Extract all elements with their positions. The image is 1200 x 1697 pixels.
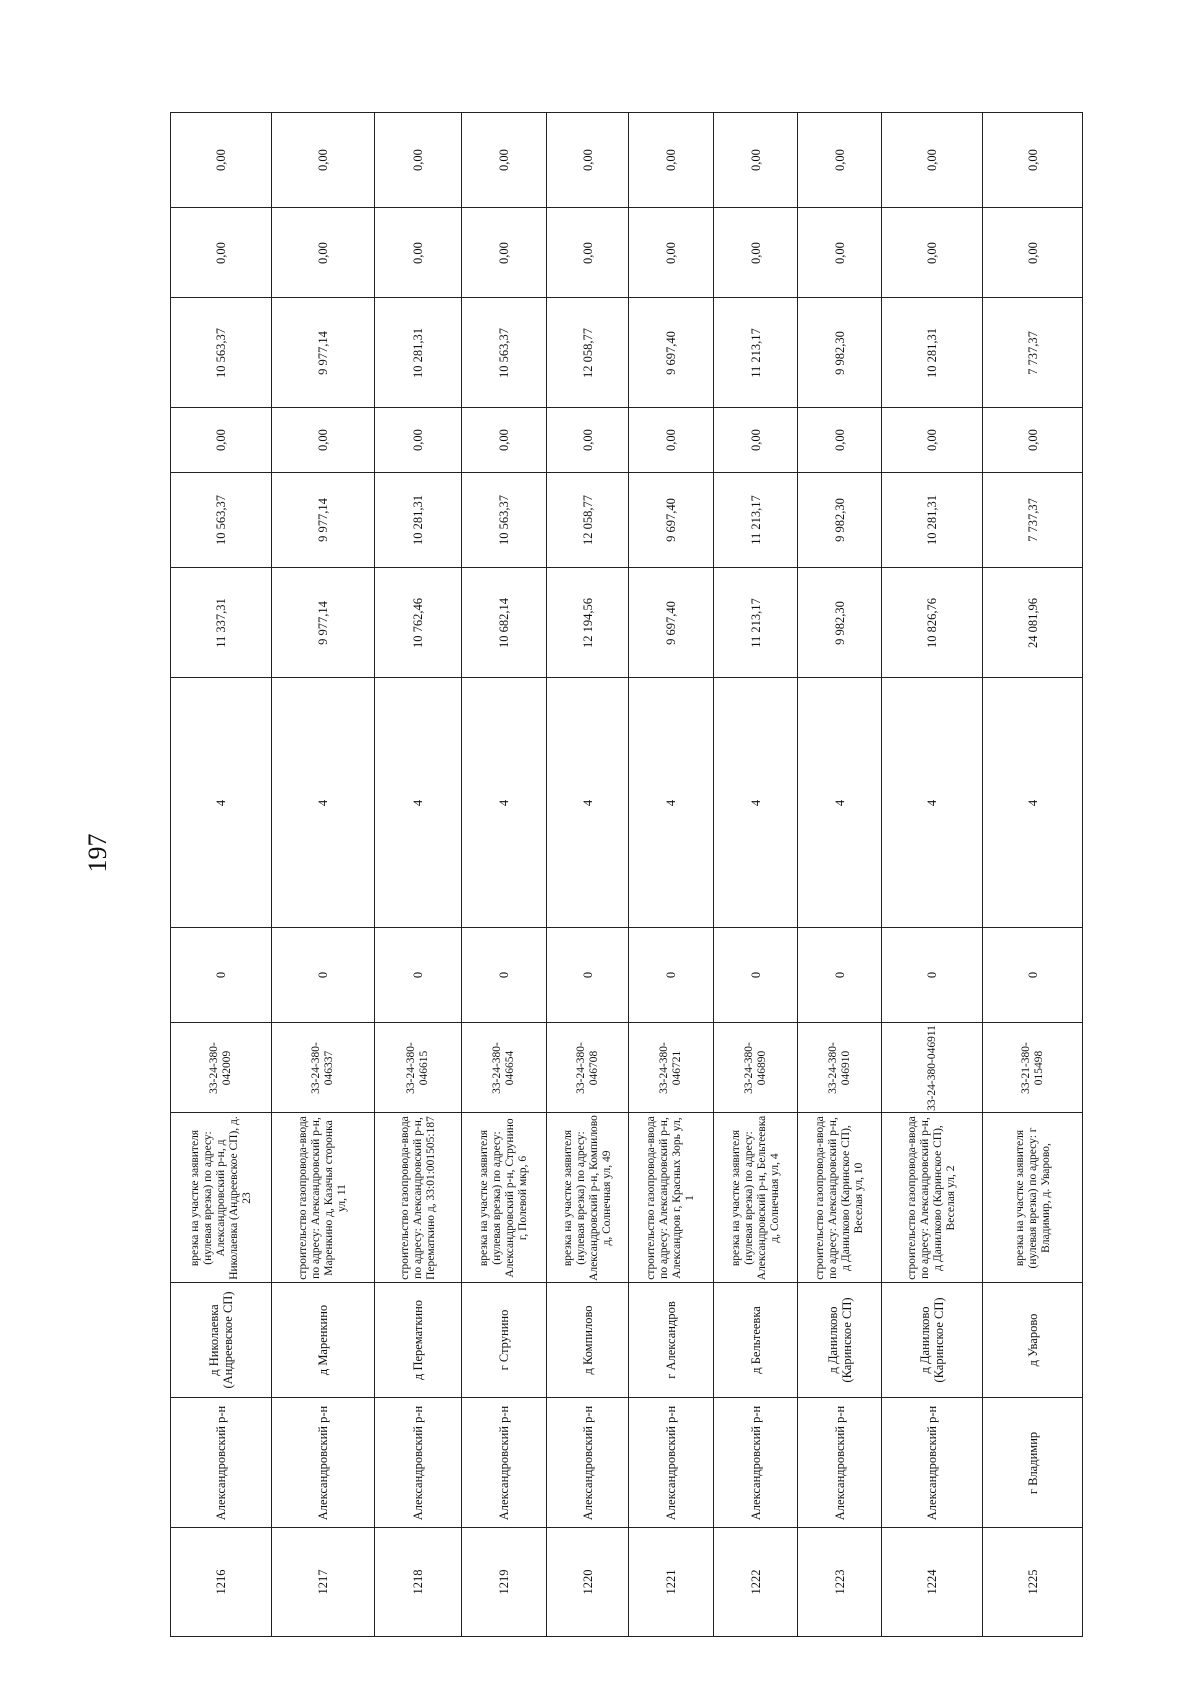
cell-amount-extra-text: 0,00 [580,241,595,264]
cell-flag [462,928,547,1023]
cell-amount-final [462,113,547,208]
table-row [171,1528,1129,1637]
cell-amount-base-text: 10 563,37 [214,495,228,545]
cell-description [272,1113,375,1283]
cell-amount-final [629,113,714,208]
cell-description [462,1113,547,1283]
table-row [171,928,1129,1023]
cell-district-text: Александровский р-н [925,1405,939,1520]
cell-description [547,1113,629,1283]
cell-row-number [272,1528,375,1637]
cell-description [714,1113,798,1283]
cell-row-number [714,1528,798,1637]
cell-flag [714,928,798,1023]
cell-flag-text: 0 [664,971,678,979]
cell-amount-base [462,473,547,568]
cell-amount-requested-text: 9 977,14 [316,600,330,645]
cell-amount-extra-text: 0,00 [214,241,228,264]
cell-amount-zero-text: 0,00 [214,429,228,451]
cell-row-number-text: 1216 [214,1569,228,1595]
cell-amount-base [798,473,882,568]
cell-description-text: врезка на участке заявителя (нулевая врезка) по адресу: Александровский р-н, д Николаевка (Андреевское СП), д. 23 [188,1115,253,1280]
cell-locality [547,1283,629,1398]
cell-amount-zero [375,408,462,473]
cell-request-number-text: 33-24-380-046337 [310,1041,335,1094]
cell-request-number [272,1023,375,1113]
cell-request-number [714,1023,798,1113]
cell-flag [798,928,882,1023]
cell-amount-approved [547,298,629,408]
cell-category-text: 4 [316,799,330,806]
cell-locality [272,1283,375,1398]
cell-district [798,1398,882,1528]
cell-row-number-text: 1222 [748,1569,763,1595]
cell-row-number [171,1528,272,1637]
cell-amount-zero-text: 0,00 [748,429,763,451]
cell-locality-text: г Струнино [497,1309,511,1371]
cell-description [983,1113,1083,1283]
cell-district-text: Александровский р-н [316,1405,330,1520]
cell-locality-text: д Уварово [1025,1313,1040,1367]
cell-description-text: строительство газопровода-ввода по адресу: Александровский р-н, Александров г, Красных Зорь ул, 1 [645,1115,696,1280]
cell-row-number-text: 1217 [316,1569,330,1595]
cell-category-text: 4 [580,799,595,806]
cell-request-number [462,1023,547,1113]
cell-locality [798,1283,882,1398]
cell-amount-approved [983,298,1083,408]
cell-amount-extra-text: 0,00 [411,241,425,264]
table-row [171,473,1129,568]
cell-flag [882,928,983,1023]
cell-amount-extra [462,208,547,298]
cell-amount-approved-text: 11 213,17 [748,327,763,378]
cell-request-number-text: 33-24-380-046890 [742,1041,768,1094]
cell-amount-final [375,113,462,208]
cell-description [882,1113,983,1283]
cell-amount-approved [272,298,375,408]
cell-amount-requested [983,568,1083,678]
cell-amount-zero [547,408,629,473]
cell-row-number-text: 1224 [925,1569,939,1595]
cell-amount-requested-text: 9 697,40 [664,600,678,645]
cell-flag [547,928,629,1023]
cell-district [983,1398,1083,1528]
cell-amount-base [547,473,629,568]
cell-flag-text: 0 [316,971,330,979]
cell-amount-approved-text: 9 977,14 [316,330,330,375]
cell-amount-approved-text: 10 281,31 [925,327,939,378]
cell-amount-zero [983,408,1083,473]
cell-request-number [171,1023,272,1113]
document-table-container [170,112,1128,1636]
cell-amount-extra-text: 0,00 [664,241,678,264]
cell-amount-base-text: 10 563,37 [497,495,511,545]
cell-category [798,678,882,928]
cell-request-number-text: 33-24-380-042009 [208,1041,233,1094]
cell-row-number-text: 1218 [411,1569,425,1595]
table-row [171,1113,1129,1283]
cell-row-number [798,1528,882,1637]
cell-locality [171,1283,272,1398]
cell-district-text: Александровский р-н [497,1405,511,1520]
cell-amount-base [375,473,462,568]
cell-category [983,678,1083,928]
cell-amount-extra-text: 0,00 [925,241,939,264]
cell-description [629,1113,714,1283]
cell-amount-requested-text: 11 337,31 [214,597,228,648]
cell-district [462,1398,547,1528]
cell-request-number-text: 33-24-380-046910 [826,1041,852,1094]
cell-locality [462,1283,547,1398]
cell-category [375,678,462,928]
cell-amount-base-text: 10 281,31 [411,495,425,545]
cell-amount-extra-text: 0,00 [748,241,763,264]
cell-row-number [462,1528,547,1637]
cell-category-text: 4 [832,799,847,806]
cell-amount-approved [462,298,547,408]
cell-flag-text: 0 [580,971,595,979]
cell-flag-text: 0 [214,971,228,979]
cell-district [547,1398,629,1528]
cell-amount-base-text: 12 058,77 [580,495,595,545]
cell-amount-approved-text: 9 697,40 [664,330,678,375]
page-number: 197 [83,833,112,873]
cell-amount-final-text: 0,00 [925,149,939,171]
cell-district [171,1398,272,1528]
cell-amount-requested-text: 10 762,46 [411,597,425,648]
table-row [171,1398,1129,1528]
table-row [171,1023,1129,1113]
cell-locality-text: д Маренкино [316,1304,330,1376]
cell-amount-final [798,113,882,208]
cell-row-number [375,1528,462,1637]
cell-amount-base-text: 10 281,31 [925,495,939,545]
cell-district [629,1398,714,1528]
cell-amount-zero-text: 0,00 [664,429,678,451]
document-table [170,112,1129,1637]
cell-row-number [983,1528,1083,1637]
cell-district [882,1398,983,1528]
cell-category-text: 4 [497,799,511,806]
cell-amount-final [171,113,272,208]
cell-amount-requested-text: 24 081,96 [1025,597,1040,648]
table-row [171,408,1129,473]
cell-description-text: врезка на участке заявителя (нулевая врезка) по адресу: Александровский р-н, Компилово д, Солнечная ул, 49 [561,1114,613,1281]
cell-flag [983,928,1083,1023]
cell-amount-extra [983,208,1083,298]
cell-flag [171,928,272,1023]
cell-amount-requested [629,568,714,678]
cell-amount-requested [798,568,882,678]
cell-amount-base [983,473,1083,568]
cell-request-number [882,1023,983,1113]
cell-amount-requested-text: 10 826,76 [925,597,939,648]
cell-amount-base-text: 9 697,40 [664,498,678,542]
cell-locality [629,1283,714,1398]
cell-amount-zero [714,408,798,473]
table-body [171,113,1129,1637]
cell-district [714,1398,798,1528]
cell-amount-extra-text: 0,00 [316,241,330,264]
cell-amount-zero [882,408,983,473]
table-row [171,113,1129,208]
cell-row-number-text: 1223 [832,1569,847,1595]
cell-description-text: врезка на участке заявителя (нулевая врезка) по адресу: Александровский р-н, Струнино г, Полевой мкр, 6 [478,1117,529,1278]
cell-amount-requested-text: 11 213,17 [748,597,763,648]
cell-request-number [375,1023,462,1113]
cell-locality [714,1283,798,1398]
cell-row-number [629,1528,714,1637]
cell-locality [375,1283,462,1398]
cell-category-text: 4 [748,799,763,806]
cell-amount-base [882,473,983,568]
cell-district [272,1398,375,1528]
table-row [171,298,1129,408]
cell-flag-text: 0 [748,971,763,979]
cell-flag-text: 0 [497,971,511,979]
cell-flag [375,928,462,1023]
cell-locality [882,1283,983,1398]
cell-amount-zero-text: 0,00 [580,429,595,451]
cell-amount-zero [629,408,714,473]
cell-amount-base [272,473,375,568]
cell-amount-final [983,113,1083,208]
cell-category [171,678,272,928]
cell-request-number-text: 33-24-380-046911 [925,1024,938,1111]
cell-amount-final-text: 0,00 [832,149,847,171]
cell-amount-extra [882,208,983,298]
cell-amount-approved [798,298,882,408]
cell-district-text: г Владимир [1025,1431,1040,1494]
cell-amount-base [629,473,714,568]
cell-flag-text: 0 [411,971,425,979]
cell-amount-requested [462,568,547,678]
cell-amount-zero-text: 0,00 [411,429,425,451]
cell-amount-extra-text: 0,00 [1025,241,1040,264]
cell-amount-extra [272,208,375,298]
table-row [171,1283,1129,1398]
cell-amount-zero-text: 0,00 [316,429,330,451]
cell-category [882,678,983,928]
cell-request-number-text: 33-24-380-046708 [574,1041,600,1094]
cell-district-text: Александровский р-н [832,1405,847,1520]
cell-flag-text: 0 [832,971,847,979]
cell-request-number [983,1023,1083,1113]
cell-locality-text: д Данилково (Каринское СП) [918,1297,946,1383]
cell-row-number-text: 1225 [1025,1569,1040,1595]
cell-amount-final-text: 0,00 [748,149,763,171]
cell-locality-text: д Бельтеевка [748,1306,763,1374]
cell-district [375,1398,462,1528]
cell-category [714,678,798,928]
cell-description-text: врезка на участке заявителя (нулевая врезка) по адресу: Александровский р-н, Бельтеевка д, Солнечная ул, 4 [729,1115,781,1280]
table-row [171,568,1129,678]
cell-amount-approved [882,298,983,408]
cell-amount-zero-text: 0,00 [1025,429,1040,451]
cell-category-text: 4 [411,799,425,806]
cell-amount-approved-text: 12 058,77 [580,327,595,378]
cell-locality-text: д Компилово [580,1305,595,1375]
cell-amount-requested-text: 10 682,14 [497,597,511,648]
cell-locality [983,1283,1083,1398]
cell-amount-requested [375,568,462,678]
cell-request-number [547,1023,629,1113]
cell-amount-base-text: 7 737,37 [1025,498,1040,542]
cell-category [629,678,714,928]
cell-flag-text: 0 [925,971,939,979]
cell-category-text: 4 [1025,799,1040,806]
cell-amount-final-text: 0,00 [497,149,511,171]
cell-description-text: врезка на участке заявителя (нулевая врезка) по адресу: г Владимир, д. Уварово, [1013,1126,1051,1269]
cell-request-number [798,1023,882,1113]
cell-amount-zero [272,408,375,473]
cell-district-text: Александровский р-н [580,1405,595,1520]
cell-amount-base-text: 9 982,30 [832,498,847,542]
cell-description-text: строительство газопровода-ввода по адресу: Александровский р-н, Маренкино д, Казачья сторонка ул, 11 [297,1115,348,1280]
cell-district-text: Александровский р-н [664,1405,678,1520]
cell-amount-final-text: 0,00 [411,149,425,171]
cell-amount-final-text: 0,00 [214,149,228,171]
cell-category [547,678,629,928]
cell-amount-approved [375,298,462,408]
cell-row-number-text: 1220 [580,1569,595,1595]
cell-amount-zero-text: 0,00 [832,429,847,451]
cell-amount-requested [272,568,375,678]
cell-amount-extra [375,208,462,298]
cell-locality-text: г Александров [664,1301,678,1379]
cell-description [798,1113,882,1283]
cell-description [375,1113,462,1283]
cell-flag-text: 0 [1025,971,1040,979]
cell-category-text: 4 [925,799,939,806]
cell-row-number-text: 1219 [497,1569,511,1595]
cell-row-number [882,1528,983,1637]
cell-amount-extra [547,208,629,298]
cell-amount-extra [629,208,714,298]
table-row [171,208,1129,298]
cell-amount-final [714,113,798,208]
cell-locality-text: д Данилково (Каринское СП) [825,1297,854,1383]
cell-district-text: Александровский р-н [411,1405,425,1520]
cell-description [171,1113,272,1283]
cell-row-number [547,1528,629,1637]
cell-description-text: строительство газопровода-ввода по адресу: Александровский р-н, д Данилково (Каринское СП), Веселая ул, 10 [813,1115,865,1280]
cell-amount-requested-text: 12 194,56 [580,597,595,648]
cell-amount-extra [171,208,272,298]
cell-locality-text: д Перематкино [411,1299,425,1381]
cell-amount-final-text: 0,00 [580,149,595,171]
cell-amount-extra [714,208,798,298]
cell-amount-extra-text: 0,00 [832,241,847,264]
cell-amount-approved-text: 7 737,37 [1025,330,1040,375]
cell-amount-requested [882,568,983,678]
cell-amount-zero [171,408,272,473]
cell-locality-text: д Николаевка (Андреевское СП) [207,1291,235,1389]
cell-district-text: Александровский р-н [214,1405,228,1520]
cell-amount-approved [171,298,272,408]
cell-flag [629,928,714,1023]
cell-amount-extra [798,208,882,298]
cell-request-number [629,1023,714,1113]
cell-amount-zero-text: 0,00 [925,429,939,451]
cell-amount-zero [798,408,882,473]
cell-amount-approved [629,298,714,408]
cell-request-number-text: 33-24-380-046654 [491,1041,516,1094]
cell-amount-final-text: 0,00 [664,149,678,171]
cell-amount-requested [171,568,272,678]
cell-amount-final [547,113,629,208]
cell-category [272,678,375,928]
cell-amount-extra-text: 0,00 [497,241,511,264]
cell-request-number-text: 33-21-380-015498 [1019,1041,1045,1094]
cell-flag [272,928,375,1023]
cell-amount-final [882,113,983,208]
cell-amount-zero-text: 0,00 [497,429,511,451]
cell-amount-approved [714,298,798,408]
table-row [171,678,1129,928]
cell-amount-approved-text: 10 563,37 [497,327,511,378]
cell-amount-base-text: 9 977,14 [316,498,330,542]
cell-amount-final-text: 0,00 [1025,149,1040,171]
cell-amount-base [714,473,798,568]
cell-amount-approved-text: 10 563,37 [214,327,228,378]
cell-category-text: 4 [664,799,678,806]
cell-amount-final [272,113,375,208]
cell-amount-base-text: 11 213,17 [748,495,763,545]
cell-row-number-text: 1221 [664,1569,678,1595]
cell-amount-final-text: 0,00 [316,149,330,171]
cell-amount-base [171,473,272,568]
cell-amount-approved-text: 10 281,31 [411,327,425,378]
cell-amount-zero [462,408,547,473]
cell-request-number-text: 33-24-380-046615 [405,1041,430,1094]
cell-amount-requested [547,568,629,678]
cell-request-number-text: 33-24-380-046721 [658,1041,683,1094]
cell-category [462,678,547,928]
cell-description-text: строительство газопровода-ввода по адресу: Александровский р-н, д Данилково (Каринское СП), Веселая ул, 2 [906,1115,957,1280]
cell-amount-approved-text: 9 982,30 [832,330,847,375]
cell-district-text: Александровский р-н [748,1405,763,1520]
cell-amount-requested-text: 9 982,30 [832,600,847,645]
cell-description-text: строительство газопровода-ввода по адресу: Александровский р-н, Перематкино д, 33:01:001505:187 [398,1115,437,1280]
cell-category-text: 4 [214,799,228,806]
cell-amount-requested [714,568,798,678]
